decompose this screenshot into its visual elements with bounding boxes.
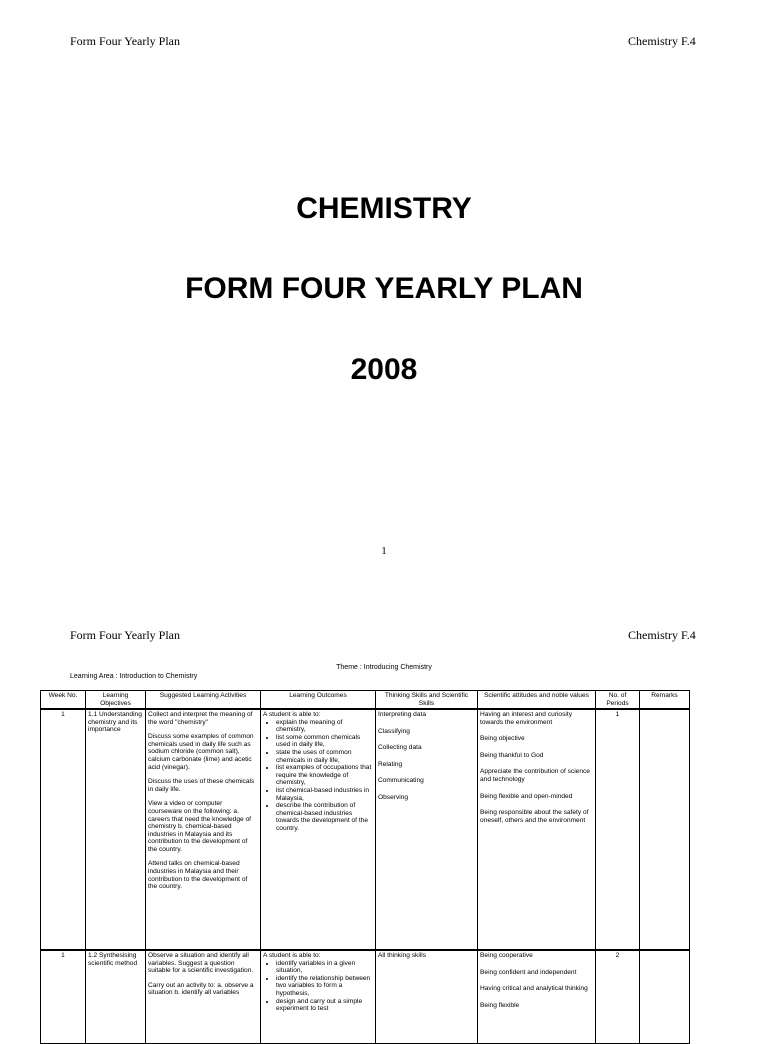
- skill-item: Interpreting data: [378, 711, 427, 719]
- activity-item: Attend talks on chemical-based industries in Malaysia and their contribution to the development of the country.: [148, 860, 248, 891]
- outcome-item: • describe the contribution of chemical-based industries towards the development of the country.: [276, 802, 373, 832]
- value-item: Appreciate the contribution of science and technology: [480, 768, 590, 784]
- value-item: Being responsible about the safety of oneself, others and the environment: [480, 809, 589, 824]
- column-header: Suggested Learning Activities: [146, 691, 261, 710]
- page1-header-left: Form Four Yearly Plan: [70, 34, 181, 48]
- activity-item: Carry out an activity to: a. observe a situation b. identify all variables: [148, 981, 254, 997]
- outcomes-cell: [261, 709, 376, 950]
- outcomes-cell: [261, 950, 376, 1044]
- outcomes-intro: A student is able to:: [263, 711, 321, 719]
- yearly-plan-table: [40, 690, 690, 1044]
- document-title: CHEMISTRY: [296, 192, 472, 225]
- skill-item: Collecting data: [378, 744, 422, 752]
- table-row: [41, 709, 690, 950]
- values-cell: [478, 709, 596, 950]
- value-item: Being objective: [480, 735, 525, 743]
- activity-item: Collect and interpret the meaning of the word "chemistry": [148, 711, 253, 726]
- outcomes-intro: A student is able to:: [263, 952, 321, 960]
- column-header: Learning Objectives: [86, 691, 146, 710]
- table-header-row: [41, 691, 690, 710]
- objective-cell: 1.1 Understanding chemistry and its importance: [86, 709, 146, 950]
- column-header: Learning Outcomes: [261, 691, 376, 710]
- remarks-cell: [640, 709, 690, 950]
- outcome-item: • list examples of occupations that require the knowledge of chemistry,: [276, 764, 373, 787]
- outcome-item: • list chemical-based industries in Malaysia,: [276, 787, 373, 802]
- activity-item: View a video or computer courseware on the following: a. careers that need the knowledge of chemistry b. chemical-based industries in Malaysia and its contribution to the development of the country.: [148, 800, 252, 853]
- skills-cell: [376, 950, 478, 1044]
- outcomes-list: [263, 960, 373, 1013]
- value-item: Being cooperative: [480, 952, 533, 960]
- week-cell: 1: [41, 950, 86, 1044]
- value-item: Having critical and analytical thinking: [480, 985, 588, 993]
- skill-item: Classifying: [378, 727, 410, 735]
- value-item: Being flexible and open-minded: [480, 792, 573, 800]
- skill-item: Communicating: [378, 777, 424, 785]
- column-header: Remarks: [640, 691, 690, 710]
- skill-item: Relating: [378, 760, 403, 768]
- document-year: 2008: [350, 353, 418, 386]
- value-item: Being thankful to God: [480, 751, 544, 759]
- periods-cell: 1: [596, 709, 640, 950]
- objective-cell: 1.2 Synthesising scientific method: [86, 950, 146, 1044]
- skill-item: All thinking skills: [378, 952, 427, 960]
- outcome-item: • explain the meaning of chemistry,: [276, 719, 373, 734]
- activity-item: Observe a situation and identify all variables. Suggest a question suitable for a scientific investigation.: [148, 952, 254, 975]
- outcomes-list: [263, 719, 373, 833]
- activities-cell: [146, 709, 261, 950]
- page1-header-right: Chemistry F.4: [628, 34, 696, 48]
- remarks-cell: [640, 950, 690, 1044]
- activity-item: Discuss some examples of common chemicals used in daily life such as sodium chloride (common salt), calcium carbonate (lime) and acetic acid (vinegar).: [148, 733, 254, 771]
- page2-header-left: Form Four Yearly Plan: [70, 628, 181, 642]
- outcome-item: • state the uses of common chemicals in daily life,: [276, 749, 373, 764]
- table-row: [41, 950, 690, 1044]
- learning-area-label: Learning Area : Introduction to Chemistry: [70, 673, 198, 680]
- skills-cell: [376, 709, 478, 950]
- value-item: Having an interest and curiosity towards the environment: [480, 711, 572, 726]
- outcome-item: • design and carry out a simple experiment to test: [276, 998, 373, 1013]
- page2-header-right: Chemistry F.4: [628, 628, 696, 642]
- page-number: 1: [381, 545, 387, 557]
- value-item: Being confident and independent: [480, 968, 577, 976]
- column-header: No. of Periods: [596, 691, 640, 710]
- column-header: Week No.: [41, 691, 86, 710]
- theme-label: Theme : Introducing Chemistry: [336, 664, 432, 671]
- column-header: Scientific attitudes and noble values: [478, 691, 596, 710]
- activity-item: Discuss the uses of these chemicals in daily life.: [148, 778, 255, 793]
- outcome-item: • identify the relationship between two variables to form a hypothesis,: [276, 975, 373, 998]
- column-header: Thinking Skills and Scientific Skills: [376, 691, 478, 710]
- values-cell: [478, 950, 596, 1044]
- value-item: Being flexible: [480, 1001, 520, 1009]
- week-cell: 1: [41, 709, 86, 950]
- outcome-item: • list some common chemicals used in daily life,: [276, 734, 373, 749]
- document-subtitle: FORM FOUR YEARLY PLAN: [185, 272, 583, 305]
- skill-item: Observing: [378, 794, 409, 802]
- activities-cell: [146, 950, 261, 1044]
- outcome-item: • identify variables in a given situation,: [276, 960, 373, 975]
- periods-cell: 2: [596, 950, 640, 1044]
